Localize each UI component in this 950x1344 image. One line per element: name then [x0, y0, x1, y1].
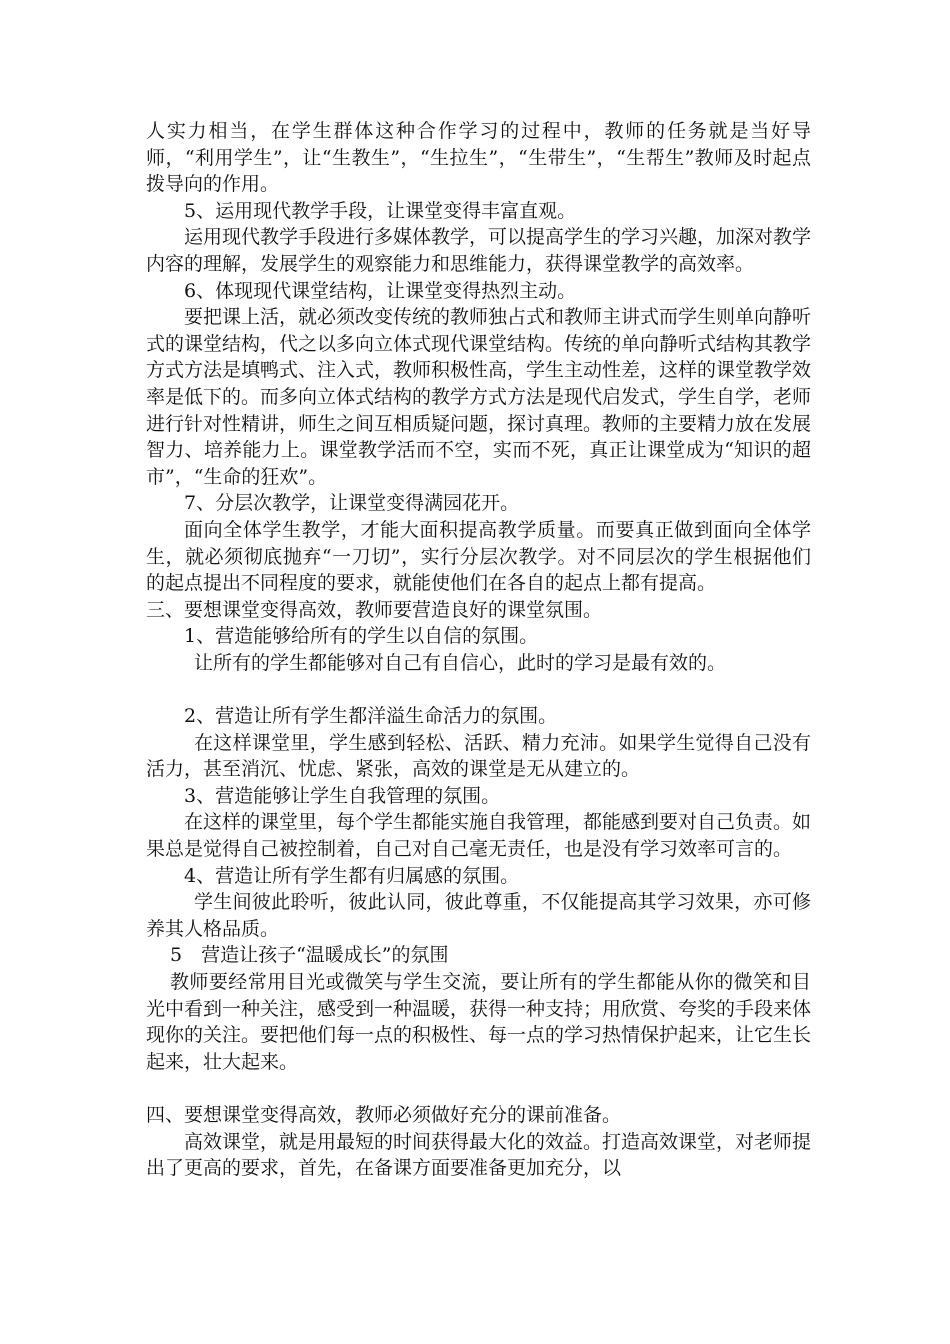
heading-6: 6、体现现代课堂结构，让课堂变得热烈主动。 [184, 279, 577, 302]
section-heading-3: 三、要想课堂变得高效，教师要营造良好的课堂氛围。 [146, 598, 603, 621]
paragraph-5: 让所有的学生都能够对自己有自信心，此时的学习是最有效的。 [194, 651, 727, 674]
heading-5: 5、运用现代教学手段，让课堂变得丰富直观。 [184, 199, 577, 222]
paragraph-3: 要把课上活，就必须改变传统的教师独占式和教师主讲式而学生则单向静听式的课堂结构，代之以多向立体式现代课堂结构。传统的单向静听式结构其教学方式方法是填鸭式、注入式，教师积极性高，学生主动性差，这样的课堂教学效率是低下的。而多向立体式结构的教学方式方法是现代启发式，学生自学，老师进行针对性精讲，师生之间互相质疑问题，探讨真理。教师的主要精力放在发展智力、培养能力上。课堂教学活而不空，实而不死，真正让课堂成为“知识的超市”，“生命的狂欢”。 [146, 306, 812, 488]
paragraph-1: 人实力相当，在学生群体这种合作学习的过程中，教师的任务就是当好导师，“利用学生”，让“生教生”，“生拉生”，“生带生”，“生帮生”教师及时起点拨导向的作用。 [146, 120, 811, 196]
section-heading-4: 四、要想课堂变得高效，教师必须做好充分的课前准备。 [146, 1103, 622, 1126]
document-body [146, 118, 811, 1182]
heading-3-2: 2、营造让所有学生都洋溢生命活力的氛围。 [184, 705, 558, 728]
paragraph-8: 学生间彼此聆听，彼此认同，彼此尊重，不仅能提高其学习效果，亦可修养其人格品质。 [146, 891, 811, 940]
heading-3-4: 4、营造让所有学生都有归属感的氛围。 [184, 864, 520, 887]
heading-7: 7、分层次教学，让课堂变得满园花开。 [184, 492, 520, 515]
heading-3-3: 3、营造能够让学生自我管理的氛围。 [184, 784, 501, 807]
paragraph-6: 在这样课堂里，学生感到轻松、活跃、精力充沛。如果学生觉得自己没有活力，甚至消沉、忧虑、紧张，高效的课堂是无从建立的。 [146, 731, 811, 781]
heading-3-5: 5 营造让孩子“温暖成长”的氛围 [170, 944, 449, 967]
blank-line [146, 1075, 811, 1102]
paragraph-9: 教师要经常用目光或微笑与学生交流，要让所有的学生都能从你的微笑和目光中看到一种关注，感受到一种温暖，获得一种支持；用欣赏、夸奖的手段来体现你的关注。要把他们每一点的积极性、每一点的学习热情保护起来，让它生长起来，壮大起来。 [146, 971, 812, 1073]
paragraph-2: 运用现代教学手段进行多媒体教学，可以提高学生的学习兴趣，加深对教学内容的理解，发展学生的观察能力和思维能力，获得课堂教学的高效率。 [146, 226, 812, 275]
paragraph-7: 在这样的课堂里，每个学生都能实施自我管理，都能感到要对自己负责。如果总是觉得自己被控制着，自己对自己毫无责任，也是没有学习效率可言的。 [146, 811, 812, 861]
heading-3-1: 1、营造能够给所有的学生以自信的氛围。 [184, 625, 539, 648]
paragraph-4: 面向全体学生教学，才能大面积提高教学质量。而要真正做到面向全体学生，就必须彻底抛弃“一刀切”，实行分层次教学。对不同层次的学生根据他们的起点提出不同程度的要求，就能使他们在各自的起点上都有提高。 [146, 518, 811, 595]
blank-line [146, 676, 811, 703]
paragraph-10: 高效课堂，就是用最短的时间获得最大化的效益。打造高效课堂，对老师提出了更高的要求，首先，在备课方面要准备更加充分，以 [146, 1130, 812, 1180]
